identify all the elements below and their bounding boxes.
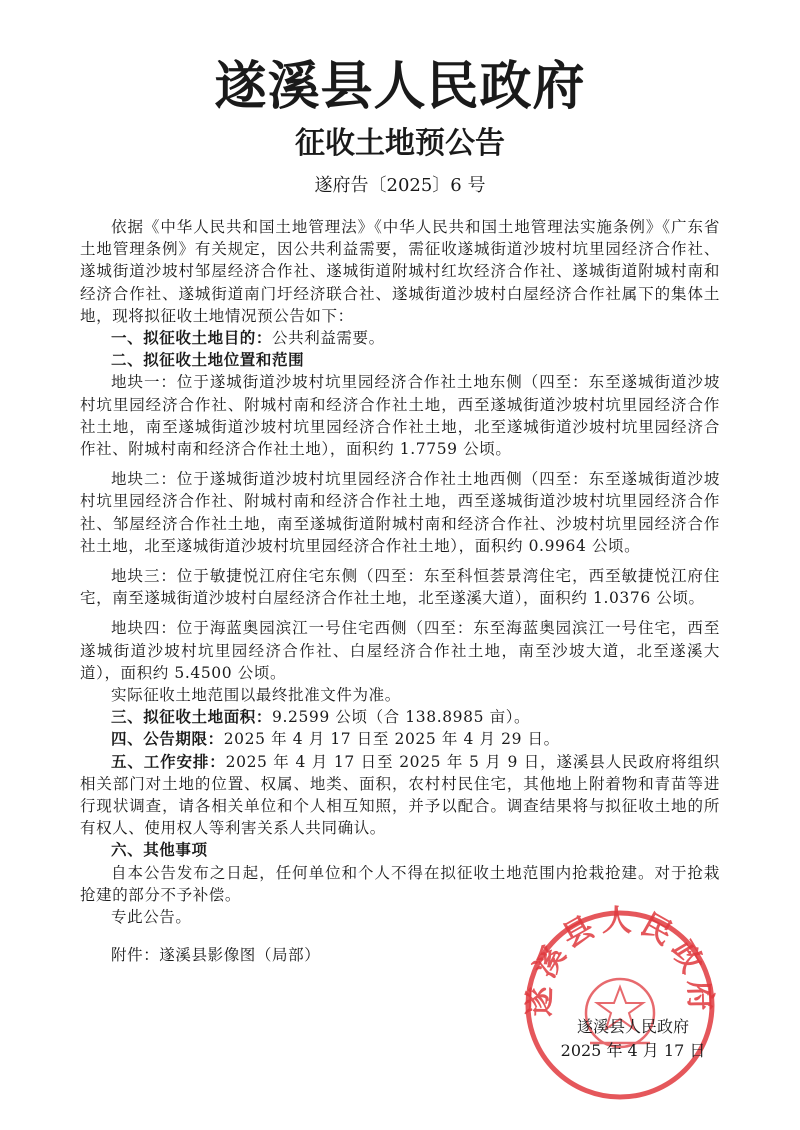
section-purpose bbox=[80, 327, 720, 349]
official-seal-icon bbox=[520, 905, 720, 1105]
document-title: 征收土地预公告 bbox=[295, 126, 505, 161]
section-work-plan bbox=[80, 751, 720, 840]
closing-line: 专此公告。 bbox=[111, 908, 192, 927]
parcel-4: 地块四：位于海蓝奥园滨江一号住宅西侧（四至：东至海蓝奥园滨江一号住宅，西至遂城街道沙坡村坑里园经济合作社、白屋经济合作社土地，南至沙坡大道，北至遂溪大道），面积约 5.4500 公顷。 bbox=[80, 619, 720, 682]
signature-date: 2025 年 4 月 17 日 bbox=[560, 1041, 706, 1060]
document-number: 遂府告〔2025〕6 号 bbox=[314, 175, 486, 196]
intro-paragraph: 依据《中华人民共和国土地管理法》《中华人民共和国土地管理法实施条例》《广东省土地管理条例》有关规定，因公共利益需要，需征收遂城街道沙坡村坑里园经济合作社、遂城街道沙坡村邹屋经济合作社、遂城街道附城村红坎经济合作社、遂城街道附城村南和经济合作社、遂城街道南门圩经济联合社、遂城街道沙坡村白屋经济合作社属下的集体土地，现将拟征收土地情况预公告如下： bbox=[80, 218, 720, 325]
scope-note: 实际征收土地范围以最终批准文件为准。 bbox=[111, 686, 401, 705]
section-period bbox=[80, 728, 720, 750]
section-heading: 三、拟征收土地面积： bbox=[111, 708, 273, 727]
section-heading: 一、拟征收土地目的： bbox=[111, 329, 273, 348]
section-text: 2025 年 4 月 17 日至 2025 年 5 月 9 日，遂溪县人民政府将组织相关部门对土地的位置、权属、地类、面积，农村村民住宅，其他地上附着物和青苗等进行现状调查，请各相关单位和个人相互知照，并予以配合。调查结果将与拟征收土地的所有权人、使用权人等利害关系人共同确认。 bbox=[80, 752, 720, 838]
notice-body bbox=[80, 216, 720, 967]
section-other-heading: 六、其他事项 bbox=[111, 841, 208, 860]
parcel-2: 地块二：位于遂城街道沙坡村坑里园经济合作社土地西侧（四至：东至遂城街道沙坡村坑里园经济合作社、附城村南和经济合作社土地，西至遂城街道沙坡村坑里园经济合作社、邹屋经济合作社土地，南至遂城街道附城村南和经济合作社、沙坡村坑里园经济合作社土地，北至遂城街道沙坡村坑里园经济合作社土地），面积约 0.9964 公顷。 bbox=[80, 470, 720, 555]
section-area bbox=[80, 706, 720, 728]
section-heading: 四、公告期限： bbox=[111, 730, 224, 749]
section-text: 2025 年 4 月 17 日至 2025 年 4 月 29 日。 bbox=[223, 730, 560, 749]
section-other-text: 自本公告发布之日起，任何单位和个人不得在拟征收土地范围内抢栽抢建。对于抢栽抢建的部分不予补偿。 bbox=[80, 863, 720, 904]
parcel-3: 地块三：位于敏捷悦江府住宅东侧（四至：东至科恒荟景湾住宅，西至敏捷悦江府住宅，南至遂城街道沙坡村白屋经济合作社土地，北至遂溪大道），面积约 1.0376 公顷。 bbox=[80, 567, 720, 608]
issuer-title: 遂溪县人民政府 bbox=[214, 57, 586, 117]
parcel-1: 地块一：位于遂城街道沙坡村坑里园经济合作社土地东侧（四至：东至遂城街道沙坡村坑里园经济合作社、附城村南和经济合作社土地，西至遂城街道沙坡村坑里园经济合作社土地，南至遂城街道沙坡村坑里园经济合作社土地，北至遂城街道沙坡村坑里园经济合作社、附城村南和经济合作社土地），面积约 1.7759 公顷。 bbox=[80, 373, 720, 459]
section-text: 9.2599 公顷（合 138.8985 亩）。 bbox=[272, 708, 531, 727]
attachment-line: 附件：遂溪县影像图（局部） bbox=[111, 946, 321, 965]
signature-block bbox=[548, 1015, 718, 1063]
section-heading: 五、工作安排： bbox=[111, 752, 226, 771]
signature-org: 遂溪县人民政府 bbox=[576, 1017, 689, 1036]
seal-text: 遂溪县人民政府 bbox=[522, 905, 718, 1017]
section-text: 公共利益需要。 bbox=[272, 329, 385, 348]
section-location-heading: 二、拟征收土地位置和范围 bbox=[111, 351, 305, 370]
